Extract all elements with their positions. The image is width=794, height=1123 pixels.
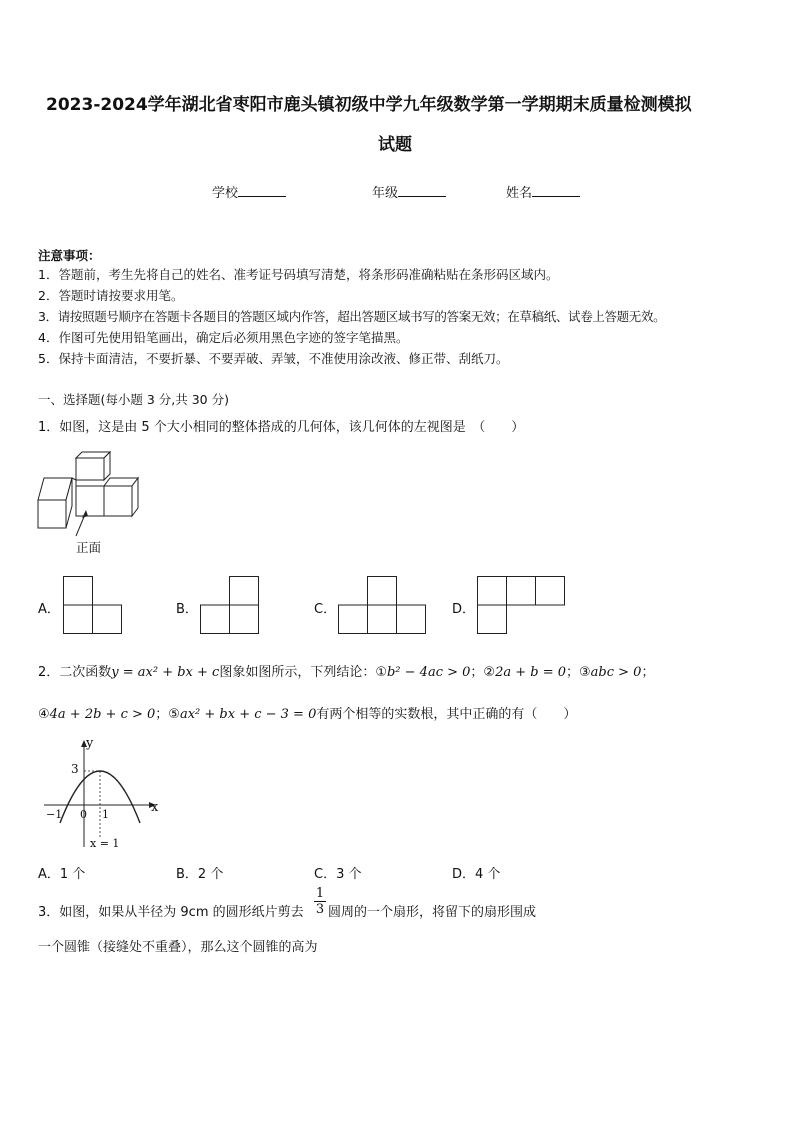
page-title-continued: 试题	[378, 135, 412, 155]
option-b-figure	[200, 576, 260, 636]
grade-field	[372, 182, 446, 201]
grade-blank	[398, 183, 446, 197]
notice-item: 5．保持卡面清洁，不要折暴、不要弄破、弄皱，不准使用涂改液、修正带、刮纸刀。	[38, 351, 509, 366]
q2-y-label: y	[86, 736, 94, 751]
question-3-stem-line-2: 一个圆锥（接缝处不重叠），那么这个圆锥的高为	[38, 940, 318, 955]
school-field	[212, 182, 286, 201]
q2-sep: ；⑤	[155, 707, 180, 722]
name-field	[506, 182, 580, 201]
q2-conclusion-1: b² − 4ac > 0	[386, 665, 471, 680]
section-heading: 一、选择题(每小题 3 分,共 30 分)	[38, 392, 229, 407]
front-label: 正面	[76, 540, 102, 555]
q3-fraction-denominator: 3	[315, 902, 325, 917]
option-d-label: D．	[452, 602, 476, 617]
q2-circled-4: ④	[38, 707, 50, 722]
option-b-label: B．	[176, 602, 198, 617]
page-title: 2023-2024学年湖北省枣阳市鹿头镇初级中学九年级数学第一学期期末质量检测模拟	[46, 95, 692, 115]
q2-conclusion-3: abc > 0	[590, 665, 642, 680]
notice-heading: 注意事项：	[38, 248, 101, 263]
q2-option-a: A．1 个	[38, 867, 86, 882]
q2-conclusion-5: ax² + bx + c − 3 = 0	[179, 707, 317, 722]
name-blank	[532, 183, 580, 197]
question-3-stem: 3．如图，如果从半径为 9cm 的圆形纸片剪去	[38, 905, 304, 920]
q2-one-label: 1	[102, 808, 109, 821]
grade-label: 年级	[372, 186, 399, 201]
notice-item: 1．答题前，考生先将自己的姓名、准考证号码填写清楚，将条形码准确粘贴在条形码区域内。	[38, 267, 559, 282]
option-a-label: A．	[38, 602, 60, 617]
option-d-figure	[477, 576, 567, 636]
notice-item: 2．答题时请按要求用笔。	[38, 288, 184, 303]
q2-three-label: 3	[71, 762, 79, 776]
q2-stem-part: 图象如图所示，下列结论：①	[219, 665, 387, 680]
q2-stem-part: 2．二次函数	[38, 665, 112, 680]
q2-parabola-graph	[38, 735, 168, 853]
q2-conclusion-2: 2a + b = 0	[495, 665, 566, 680]
question-1-stem: 1．如图，这是由 5 个大小相同的整体搭成的几何体，该几何体的左视图是 （ ）	[38, 420, 525, 435]
school-label: 学校	[212, 186, 239, 201]
q2-x-label: x	[151, 800, 159, 815]
q2-option-c: C．3 个	[314, 867, 362, 882]
q2-stem-part: 有两个相等的实数根，其中正确的有（ ）	[316, 707, 577, 722]
q2-sep: ；②	[470, 665, 496, 680]
option-c-label: C．	[314, 602, 337, 617]
q3-fraction-numerator: 1	[315, 886, 325, 901]
notice-item: 4．作图可先使用铅笔画出，确定后必须用黑色字迹的签字笔描黑。	[38, 330, 409, 345]
q2-sep: ；	[641, 665, 655, 680]
q2-axis-of-symmetry-label: x = 1	[90, 837, 120, 850]
question-3-stem-cont: 圆周的一个扇形，将留下的扇形围成	[328, 905, 537, 920]
option-c-figure	[338, 576, 428, 636]
q3-fraction	[314, 886, 326, 918]
q2-neg-one-label: −1	[46, 808, 63, 821]
q2-function: y = ax² + bx + c	[111, 665, 220, 680]
q2-zero-label: 0	[80, 808, 87, 821]
q2-option-d: D．4 个	[452, 867, 501, 882]
question-2-stem	[38, 661, 654, 680]
q2-conclusion-4: 4a + 2b + c > 0	[49, 707, 156, 722]
q2-sep: ；③	[566, 665, 591, 680]
notice-item: 3．请按照题号顺序在答题卡各题目的答题区域内作答，超出答题区域书写的答案无效；在草稿纸、试卷上答题无效。	[38, 309, 666, 324]
school-blank	[238, 183, 286, 197]
option-a-figure	[63, 576, 123, 636]
name-label: 姓名	[506, 186, 533, 201]
question-2-stem-line-2	[38, 703, 576, 722]
q2-option-b: B．2 个	[176, 867, 224, 882]
